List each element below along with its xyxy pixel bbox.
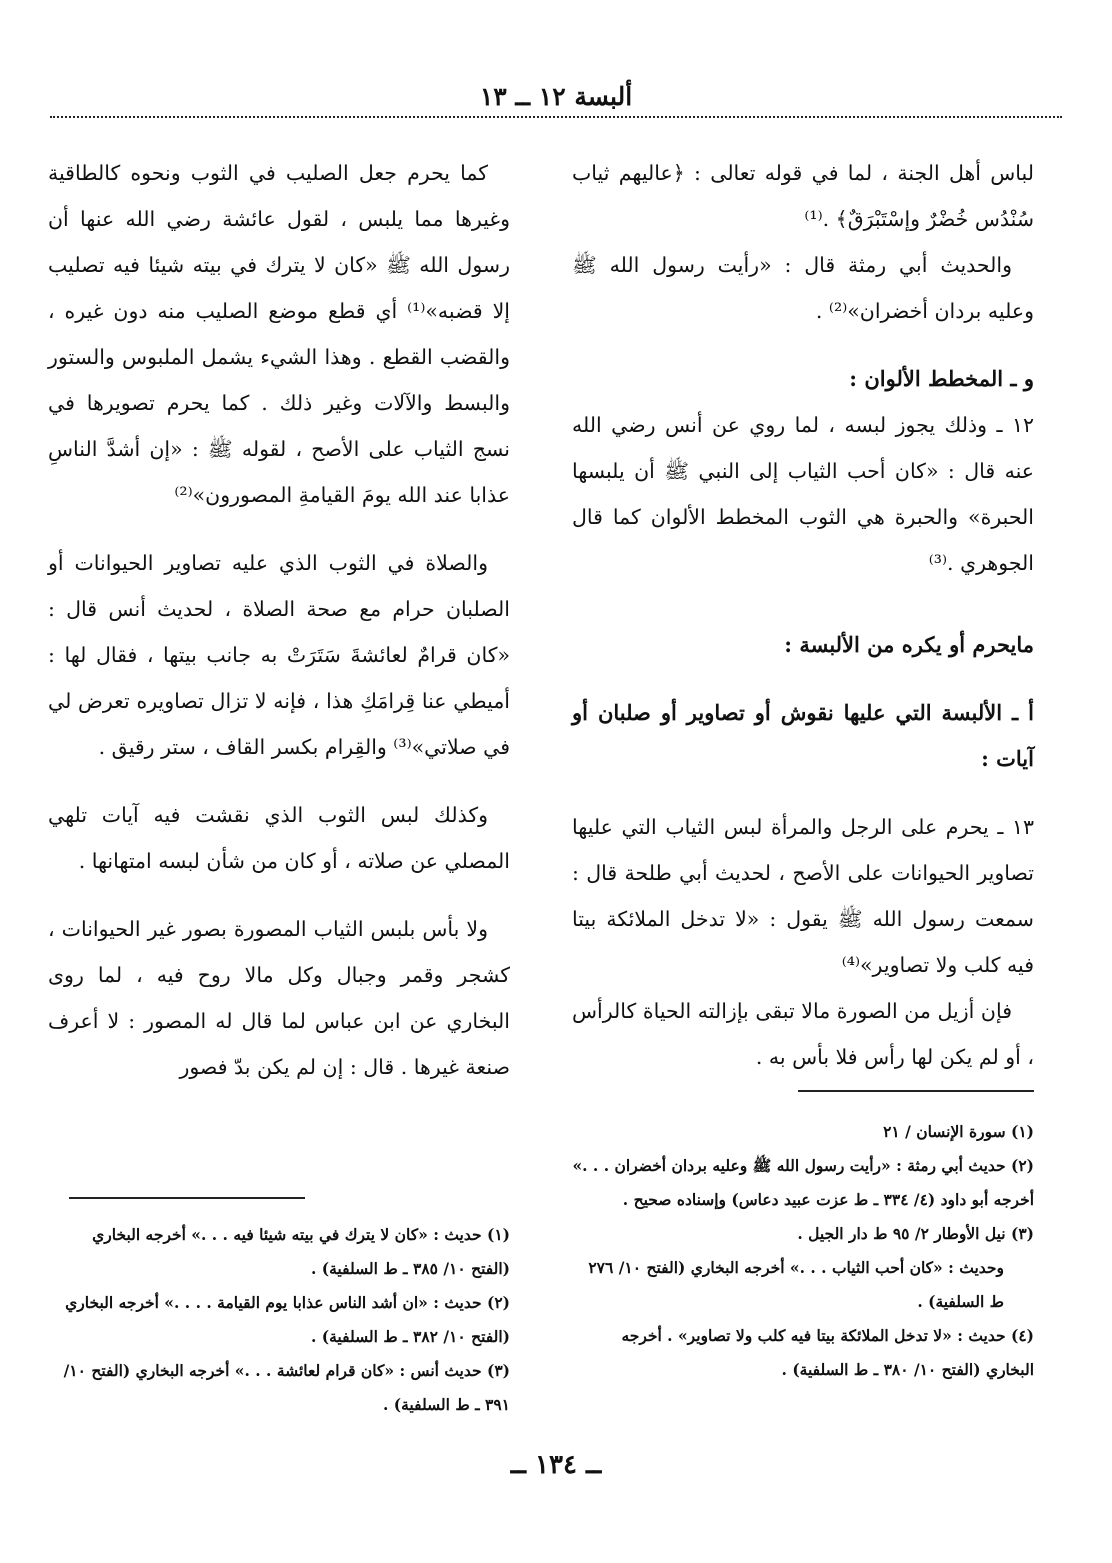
header-dotted-rule <box>50 116 1062 118</box>
footnotes-left <box>48 1218 510 1422</box>
spacer <box>48 518 510 540</box>
paragraph: وكذلك لبس الثوب الذي نقشت فيه آيات تلهي المصلي عن صلاته ، أو كان من شأن لبسه امتهانها . <box>48 803 510 873</box>
right-column <box>572 150 1034 1080</box>
paragraph: ١٢ ـ وذلك يجوز لبسه ، لما روي عن أنس رضي الله عنه قال : «كان أحب الثياب إلى النبي ﷺ أن يلبسها الحبرة» والحبرة هي الثوب المخطط الألوان كما قال الجوهري .⁽³⁾ <box>572 413 1034 575</box>
footnote: (٤) حديث : «لا تدخل الملائكة بيتا فيه كلب ولا تصاوير» . أخرجه البخاري (الفتح ١٠/ ٣٨٠ ـ ط السلفية) . <box>621 1326 1034 1379</box>
paragraph: ١٣ ـ يحرم على الرجل والمرأة لبس الثياب التي عليها تصاوير الحيوانات على الأصح ، لحديث أبي طلحة قال : سمعت رسول الله ﷺ يقول : «لا تدخل الملائكة بيتا فيه كلب ولا تصاوير»⁽⁴⁾ <box>572 815 1034 977</box>
spacer <box>48 770 510 792</box>
spacer <box>48 884 510 906</box>
left-column <box>48 150 510 1090</box>
footnote: (٢) حديث أبي رمثة : «رأيت رسول الله ﷺ وعليه بردان أخضران . . .» أخرجه أبو داود (٤/ ٣٣٤ ـ ط عزت عبيد دعاس) وإسناده صحيح . <box>572 1156 1034 1209</box>
section-heading: مايحرم أو يكره من الألبسة : <box>784 632 1034 657</box>
spacer <box>572 782 1034 804</box>
footnote: (٢) حديث : «ان أشد الناس عذابا يوم القيامة . . . .» أخرجه البخاري (الفتح ١٠/ ٣٨٢ ـ ط السلفية) . <box>65 1293 510 1346</box>
spacer <box>572 668 1034 690</box>
footnotes-right <box>572 1115 1034 1387</box>
footnote-rule <box>798 1090 1034 1092</box>
paragraph: ولا بأس بلبس الثياب المصورة بصور غير الحيوانات ، كشجر وقمر وجبال وكل مالا روح فيه ، لما روى البخاري عن ابن عباس لما قال له المصور : لا أعرف صنعة غيرها . قال : إن لم يكن بدّ فصور <box>48 917 510 1079</box>
footnote: (٣) نيل الأوطار ٢/ ٩٥ ط دار الجيل . <box>797 1224 1034 1243</box>
footnote: وحديث : «كان أحب الثياب . . .» أخرجه البخاري (الفتح ١٠/ ٢٧٦ ط السلفية) . <box>588 1258 1004 1311</box>
footnote: (١) سورة الإنسان / ٢١ <box>883 1122 1034 1141</box>
footnote-rule <box>69 1197 305 1199</box>
spacer <box>572 586 1034 622</box>
paragraph: والصلاة في الثوب الذي عليه تصاوير الحيوانات أو الصلبان حرام مع صحة الصلاة ، لحديث أنس قال : «كان قرامٌ لعائشةَ سَتَرَتْ به جانب بيتها ، فقال لها : أميطي عنا قِرامَكِ هذا ، فإنه لا تزال تصاويره تعرض لي في صلاتي»⁽³⁾ والقِرام بكسر القاف ، ستر رقيق . <box>48 551 510 759</box>
running-header: ألبسة ١٢ ــ ١٣ <box>479 82 633 111</box>
paragraph: والحديث أبي رمثة قال : «رأيت رسول الله ﷺ وعليه بردان أخضران»⁽²⁾ . <box>572 253 1034 323</box>
paragraph: لباس أهل الجنة ، لما في قوله تعالى : ﴿عاليهم ثياب سُنْدُس خُضْرٌ وإسْتَبْرَقٌ﴾ .⁽¹⁾ <box>572 161 1034 231</box>
spacer <box>572 334 1034 356</box>
section-heading: أ ـ الألبسة التي عليها نقوش أو تصاوير أو صلبان أو آيات : <box>572 700 1034 771</box>
page-number: ــ ١٣٤ ــ <box>510 1450 602 1480</box>
paragraph: فإن أزيل من الصورة مالا تبقى بإزالته الحياة كالرأس ، أو لم يكن لها رأس فلا بأس به . <box>572 999 1034 1069</box>
section-heading: و ـ المخطط الألوان : <box>849 366 1034 391</box>
footnote: (٣) حديث أنس : «كان قرام لعائشة . . .» أخرجه البخاري (الفتح ١٠/ ٣٩١ ـ ط السلفية) . <box>63 1361 510 1414</box>
footnote: (١) حديث : «كان لا يترك في بيته شيئا فيه . . .» أخرجه البخاري (الفتح ١٠/ ٣٨٥ ـ ط السلفية) . <box>92 1225 510 1278</box>
paragraph: كما يحرم جعل الصليب في الثوب ونحوه كالطاقية وغيرها مما يلبس ، لقول عائشة رضي الله عنها أن رسول الله ﷺ «كان لا يترك في بيته شيئا فيه تصليب إلا قضبه»⁽¹⁾ أي قطع موضع الصليب منه دون غيره ، والقضب القطع . وهذا الشيء يشمل الملبوس والستور والبسط والآلات وغير ذلك . كما يحرم تصويرها في نسج الثياب على الأصح ، لقوله ﷺ : «إن أشدَّ الناسِ عذابا عند الله يومَ القيامةِ المصورون»⁽²⁾ <box>48 161 510 507</box>
